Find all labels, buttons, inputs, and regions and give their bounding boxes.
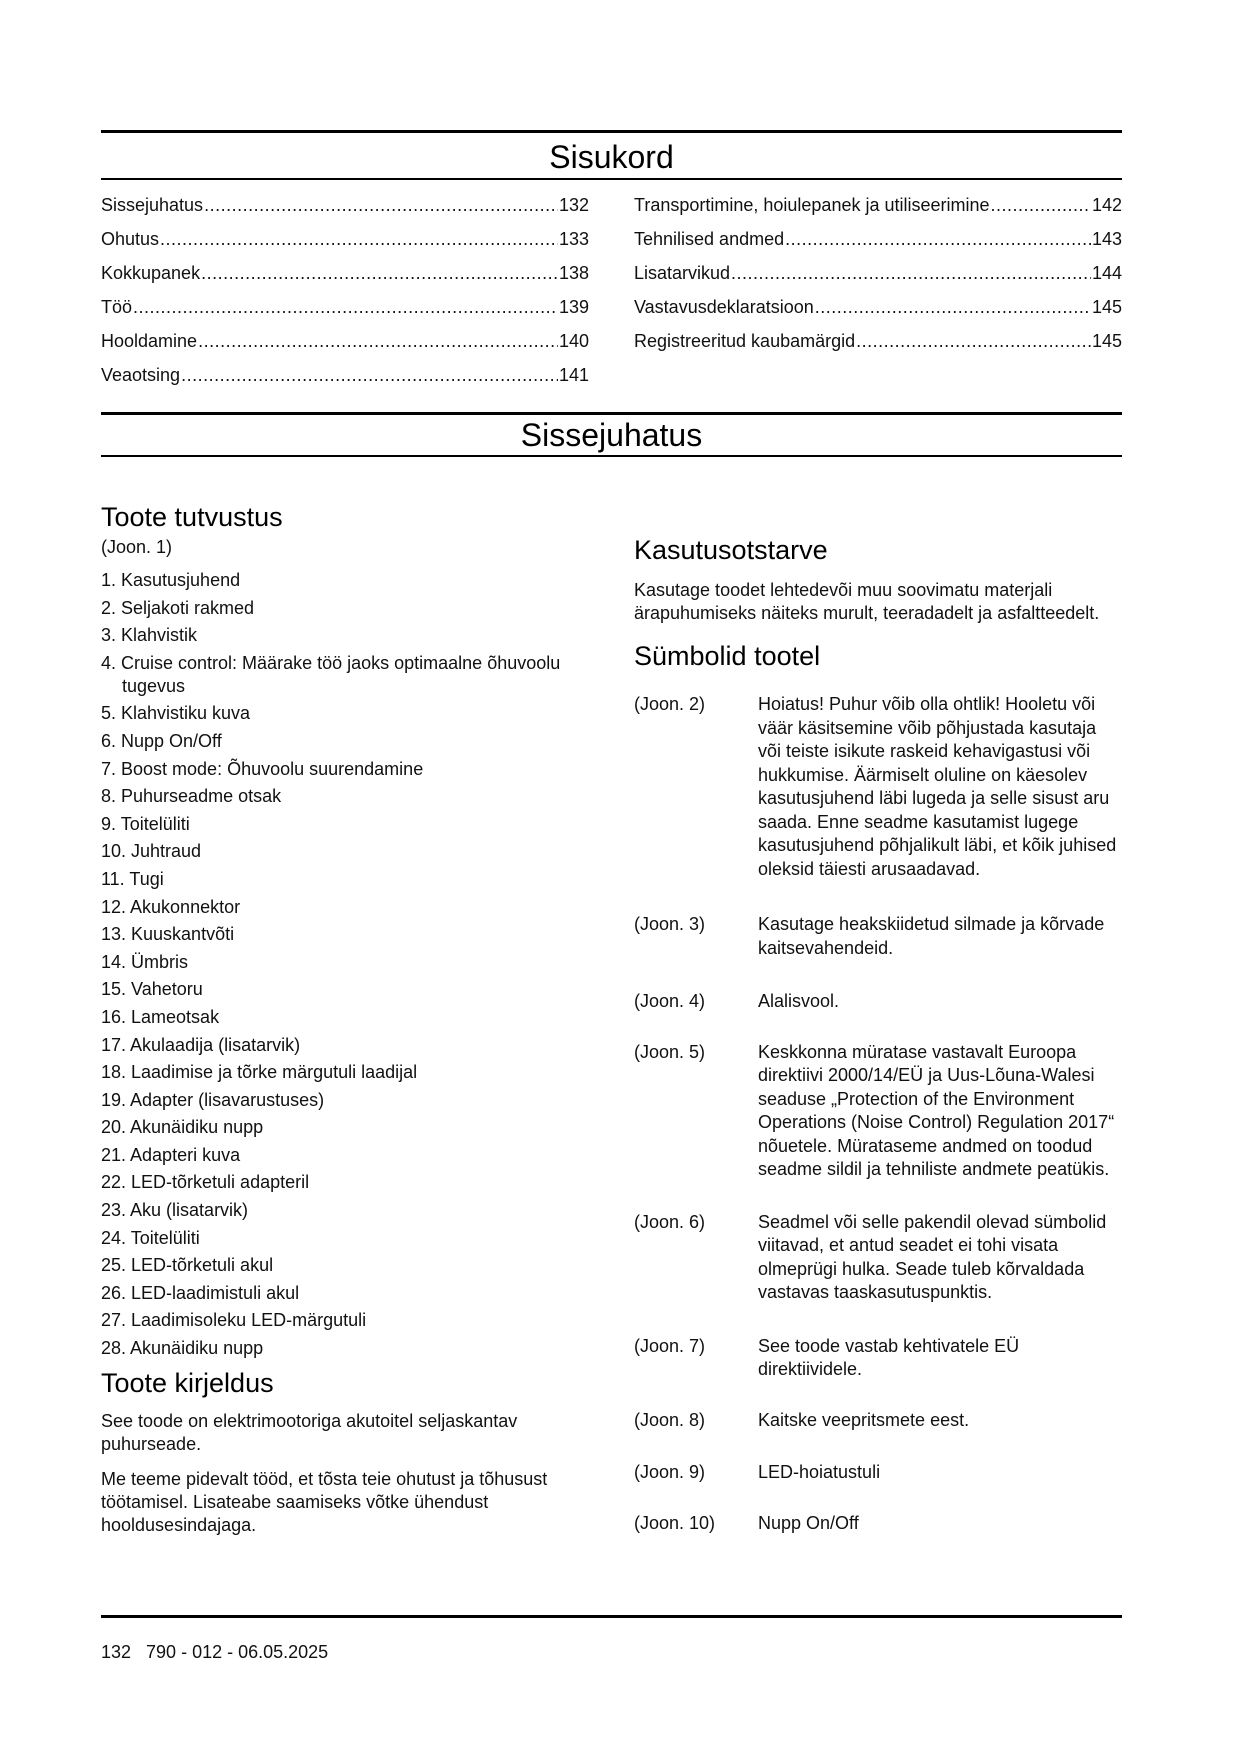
- list-item: 17. Akulaadija (lisatarvik): [101, 1034, 301, 1055]
- toc-entry[interactable]: Ohutus ..... 133: [101, 222, 589, 256]
- list-item: 4. Cruise control: Määrake töö jaoks optimaalne õhuvoolu tugevus: [101, 652, 561, 696]
- toc-entry[interactable]: Kokkupanek ..... 138: [101, 256, 589, 290]
- right-column: [634, 533, 1124, 1535]
- symbol-ref: (Joon. 9): [634, 1462, 706, 1482]
- symbol-ref: (Joon. 2): [634, 694, 706, 714]
- toc-entry[interactable]: Registreeritud kaubamärgid ..... 145: [634, 324, 1122, 358]
- symbol-ref: (Joon. 5): [634, 1041, 706, 1062]
- symbol-text: Alalisvool.: [758, 991, 840, 1011]
- symbols-heading: Sümbolid tootel: [634, 641, 821, 671]
- symbol-row: [634, 1512, 1124, 1536]
- list-item: 13. Kuuskantvõti: [101, 924, 235, 945]
- toc-entry[interactable]: Hooldamine ..... 140: [101, 324, 589, 358]
- toc-entry[interactable]: Lisatarvikud ..... 144: [634, 256, 1122, 290]
- left-column: [101, 500, 581, 1537]
- symbol-text: Keskkonna müratase vastavalt Euroopa direktiivi 2000/14/EÜ ja Uus-Lõuna-Walesi seaduse „Protection of the Environment Operations (Noise Control) Regulation 2017“ nõuetele. Mürataseme andmed on toodud seadme sildil ja tehniliste andmete peatükis.: [758, 1041, 1115, 1179]
- toc-entry[interactable]: Transportimine, hoiulepanek ja utiliseerimine ..... 142: [634, 188, 1122, 222]
- product-description-heading: Toote kirjeldus: [101, 1368, 274, 1399]
- symbol-ref: (Joon. 6): [634, 1211, 706, 1232]
- symbol-row: [634, 1335, 1124, 1382]
- symbol-text: Kasutage heakskiidetud silmade ja kõrvade kaitsevahendeid.: [758, 914, 1105, 958]
- toc-entry[interactable]: Veaotsing ..... 141: [101, 358, 589, 392]
- product-description-paragraph: Me teeme pidevalt tööd, et tõsta teie ohutust ja tõhusust töötamisel. Lisateabe saamiseks võtke ühendust hooldusesindajaga.: [101, 1469, 548, 1536]
- product-description-paragraph: See toode on elektrimootoriga akutoitel seljaskantav puhurseade.: [101, 1411, 518, 1455]
- toc-entry[interactable]: Vastavusdeklaratsioon ..... 145: [634, 290, 1122, 324]
- list-item: 11. Tugi: [101, 868, 164, 889]
- list-item: 26. LED-laadimistuli akul: [101, 1282, 300, 1303]
- footer-rule: [101, 1615, 1122, 1618]
- intro-title: Sissejuhatus: [520, 417, 703, 453]
- symbol-row: [634, 913, 1124, 960]
- list-item: 16. Lameotsak: [101, 1006, 220, 1027]
- list-item: 27. Laadimisoleku LED-märgutuli: [101, 1310, 367, 1331]
- symbol-row: [634, 1041, 1124, 1182]
- toc-right-column: [634, 188, 1122, 358]
- list-item: 19. Adapter (lisavarustuses): [101, 1089, 325, 1110]
- product-overview-ref: (Joon. 1): [101, 537, 173, 557]
- list-item: 18. Laadimise ja tõrke märgutuli laadijal: [101, 1062, 418, 1083]
- list-item: 10. Juhtraud: [101, 841, 202, 862]
- toc-entry[interactable]: Sissejuhatus ..... 132: [101, 188, 589, 222]
- list-item: 3. Klahvistik: [101, 625, 198, 646]
- symbol-row: [634, 1461, 1124, 1485]
- list-item: 1. Kasutusjuhend: [101, 570, 241, 590]
- symbol-text: LED-hoiatustuli: [758, 1462, 881, 1482]
- list-item: 15. Vahetoru: [101, 979, 203, 1000]
- list-item: 8. Puhurseadme otsak: [101, 786, 282, 807]
- intro-bottom-rule: [101, 455, 1122, 457]
- list-item: 20. Akunäidiku nupp: [101, 1117, 264, 1138]
- symbol-ref: (Joon. 4): [634, 991, 706, 1011]
- product-overview-heading: Toote tutvustus: [101, 502, 283, 532]
- list-item: 23. Aku (lisatarvik): [101, 1200, 249, 1221]
- list-item: 6. Nupp On/Off: [101, 730, 222, 751]
- list-item: 7. Boost mode: Õhuvoolu suurendamine: [101, 758, 424, 779]
- toc-entry[interactable]: Töö ..... 139: [101, 290, 589, 324]
- symbol-text: Hoiatus! Puhur võib olla ohtlik! Hooletu või väär käsitsemine võib põhjustada kasutaja või teiste isikute raskeid kehavigastusi või hukkumise. Äärmiselt oluline on käesolev kasutusjuhend läbi lugeda ja selle sisust aru saada. Enne seadme kasutamist lugege kasutusjuhend põhjalikult läbi, et kõik juhised oleksid täiesti arusaadavad.: [758, 694, 1117, 879]
- list-item: 14. Ümbris: [101, 951, 189, 972]
- symbol-text: Seadmel või selle pakendil olevad sümbolid viitavad, et antud seadet ei tohi visata olmeprügi hulka. Seade tuleb kõrvaldada vastavas taaskasutuspunktis.: [758, 1211, 1107, 1302]
- intended-use-text: Kasutage toodet lehtedevõi muu soovimatu materjali ärapuhumiseks näiteks murult, teeradadelt ja asfaltteedelt.: [634, 580, 1100, 623]
- toc-entry[interactable]: Tehnilised andmed ..... 143: [634, 222, 1122, 256]
- toc-left-column: [101, 188, 589, 392]
- symbol-text: See toode vastab kehtivatele EÜ direktiividele.: [758, 1335, 1020, 1379]
- list-item: 22. LED-tõrketuli adapteril: [101, 1172, 310, 1193]
- symbol-row: [634, 693, 1124, 881]
- list-item: 2. Seljakoti rakmed: [101, 597, 255, 618]
- toc-title: Sisukord: [549, 139, 674, 175]
- list-item: 25. LED-tõrketuli akul: [101, 1255, 274, 1276]
- symbol-row: [634, 1409, 1124, 1433]
- symbol-row: [634, 990, 1124, 1014]
- list-item: 24. Toitelüliti: [101, 1227, 200, 1248]
- list-item: 21. Adapteri kuva: [101, 1144, 241, 1165]
- toc-bottom-rule: [101, 178, 1122, 180]
- footer-text: 132 790 - 012 - 06.05.2025: [101, 1642, 329, 1662]
- symbol-ref: (Joon. 7): [634, 1335, 706, 1356]
- symbol-row: [634, 1211, 1124, 1305]
- list-item: 9. Toitelüliti: [101, 813, 190, 834]
- symbol-ref: (Joon. 3): [634, 914, 706, 934]
- symbol-text: Kaitske veepritsmete eest.: [758, 1409, 970, 1430]
- intended-use-heading: Kasutusotstarve: [634, 535, 828, 565]
- symbol-text: Nupp On/Off: [758, 1512, 859, 1533]
- list-item: 5. Klahvistiku kuva: [101, 703, 251, 724]
- list-item: 12. Akukonnektor: [101, 896, 241, 917]
- list-item: 28. Akunäidiku nupp: [101, 1338, 264, 1359]
- symbol-ref: (Joon. 8): [634, 1409, 706, 1430]
- symbol-ref: (Joon. 10): [634, 1512, 716, 1533]
- toc-top-rule: [101, 130, 1122, 133]
- parts-list: [101, 569, 581, 1360]
